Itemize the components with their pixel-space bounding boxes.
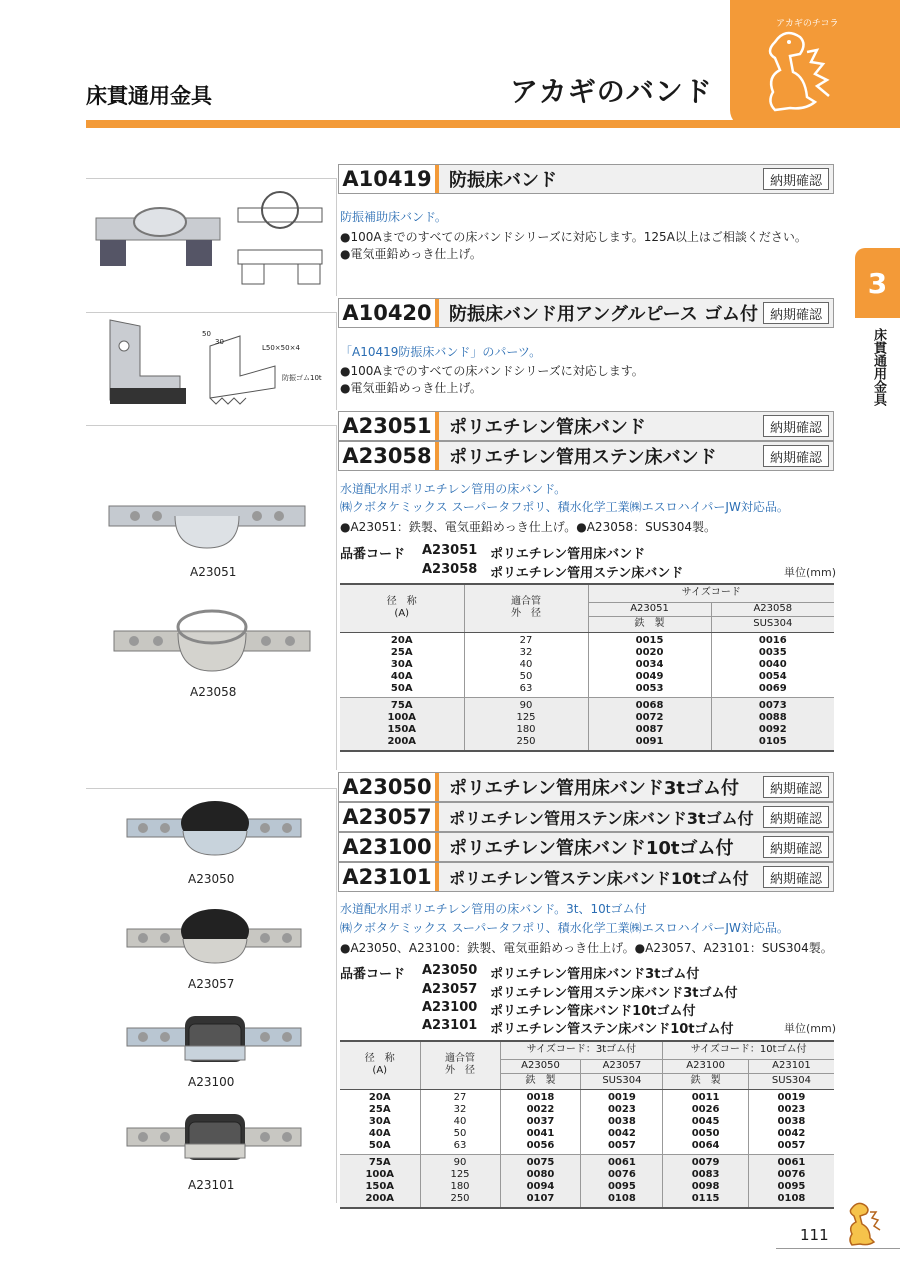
table-cell: 0049 bbox=[588, 671, 711, 683]
table-cell: 0040 bbox=[758, 658, 787, 670]
table-cell: 0107 bbox=[500, 1193, 581, 1208]
table-cell: 0088 bbox=[758, 711, 787, 723]
title-A23050 bbox=[338, 772, 834, 802]
table-cell: 30A bbox=[340, 1116, 420, 1128]
s4-desc-1: 水道配水用ポリエチレン管用の床バンド。3t、10tゴム付 bbox=[340, 902, 647, 916]
table-cell: 0069 bbox=[711, 683, 834, 698]
table-cell: 75A bbox=[340, 1154, 420, 1169]
table-cell: 0056 bbox=[500, 1140, 581, 1155]
table-cell: 0061 bbox=[777, 1156, 806, 1168]
table-row bbox=[340, 1193, 834, 1208]
table-row bbox=[340, 1128, 834, 1140]
delivery-badge: 納期確認 bbox=[763, 776, 829, 798]
table-row bbox=[340, 712, 834, 724]
s3-code-label: 品番コード bbox=[340, 547, 406, 562]
s2-desc: 「A10419防振床バンド」のパーツ。 bbox=[340, 345, 542, 359]
title-A23100 bbox=[338, 832, 834, 862]
table-cell: 0094 bbox=[500, 1181, 581, 1193]
table-row bbox=[340, 632, 834, 647]
caption-A23057: A23057 bbox=[188, 977, 235, 991]
product-code: A23051 bbox=[339, 412, 439, 440]
delivery-badge: 納期確認 bbox=[763, 302, 829, 324]
s1-bullet-2: ●電気亜鉛めっき仕上げ。 bbox=[340, 247, 482, 261]
product-name: ポリエチレン管床バンド bbox=[449, 417, 646, 438]
s2-bullet-1: ●100Aまでのすべての床バンドシリーズに対応します。 bbox=[340, 364, 644, 378]
product-name: 防振床バンド bbox=[449, 170, 557, 191]
s2-bullet-2: ●電気亜鉛めっき仕上げ。 bbox=[340, 381, 482, 395]
spec-table-A23050: 径 称 (A) 適合管 外 径 サイズコード：3tゴム付 サイズコード：10tゴム付 A23050 A23057 A23100 A23101 鉄 製 SUS304 鉄 製 SUS304 20A 27 0018 0019 0011 0019 25A 32 0022 0023 0026 0023 30A 40 0037 0038 0045 0038 40A 50 0041 0042 0050 0042 50A 63 0056 0057 0064 0057 75A 90 0075 0061 0079 0061 100A 125 0080 0076 0083 0076 150A 180 0094 0095 0098 0095 200A 250 0107 0108 0115 0108 bbox=[340, 1040, 834, 1209]
product-image-A23050 bbox=[125, 795, 305, 861]
table-cell: 100A bbox=[340, 1169, 420, 1181]
table-cell: 32 bbox=[464, 647, 588, 659]
caption-A23050: A23050 bbox=[188, 872, 235, 886]
page-number: 111 bbox=[800, 1226, 829, 1244]
table-cell: 40 bbox=[420, 1116, 500, 1128]
product-code: A10420 bbox=[339, 299, 439, 327]
table-cell: 27 bbox=[420, 1089, 500, 1104]
product-name: ポリエチレン管床バンド10tゴム付 bbox=[449, 838, 734, 859]
table-cell: 25A bbox=[340, 1104, 420, 1116]
table-cell: 40A bbox=[340, 671, 464, 683]
product-image-A10420 bbox=[100, 316, 335, 408]
product-code: A23050 bbox=[339, 773, 439, 801]
title-A23057 bbox=[338, 802, 834, 832]
mascot-caption: アカギのチコラ bbox=[776, 19, 839, 29]
table-cell: 0023 bbox=[581, 1104, 663, 1116]
s3-code-2: A23058 bbox=[422, 562, 478, 577]
s3-name-1: ポリエチレン管用床バンド bbox=[490, 547, 646, 562]
product-name: ポリエチレン管用床バンド3tゴム付 bbox=[449, 778, 739, 799]
table-cell: 50A bbox=[340, 683, 464, 698]
s4-desc-3: ●A23050、A23100：鉄製、電気亜鉛めっき仕上げ。●A23057、A23101：SUS304製。 bbox=[340, 941, 833, 955]
table-cell: 0105 bbox=[711, 736, 834, 751]
table-row bbox=[340, 671, 834, 683]
s4-code-label: 品番コード bbox=[340, 967, 406, 982]
product-image-A23101 bbox=[125, 1110, 305, 1166]
product-image-A10419 bbox=[90, 190, 330, 295]
table-cell: 63 bbox=[420, 1140, 500, 1155]
chapter-label: 床貫通用金具 bbox=[871, 328, 886, 406]
s4-code-1: A23050 bbox=[422, 963, 478, 978]
table-cell: 0026 bbox=[663, 1104, 749, 1116]
table-cell: 0054 bbox=[758, 670, 787, 682]
table-cell: 0095 bbox=[777, 1180, 806, 1192]
product-name: 防振床バンド用アングルピース ゴム付 bbox=[449, 304, 759, 325]
table-row bbox=[340, 647, 834, 659]
title-A23101 bbox=[338, 862, 834, 892]
table-row bbox=[340, 683, 834, 698]
s4-name-4: ポリエチレン管ステン床バンド10tゴム付 bbox=[490, 1022, 734, 1037]
table-cell: 27 bbox=[464, 632, 588, 647]
table-cell: 50 bbox=[464, 671, 588, 683]
table-cell: 75A bbox=[340, 697, 464, 712]
table-cell: 0076 bbox=[581, 1169, 663, 1181]
s3-desc-2: ㈱クボタケミックス スーパータフポリ、積水化学工業㈱エスロハイパーJW対応品。 bbox=[340, 500, 789, 514]
delivery-badge: 納期確認 bbox=[763, 168, 829, 190]
table-cell: 0037 bbox=[500, 1116, 581, 1128]
table-cell: 90 bbox=[420, 1154, 500, 1169]
table-cell: 50 bbox=[420, 1128, 500, 1140]
table-cell: 200A bbox=[340, 1193, 420, 1208]
dim-d2: 30 bbox=[215, 338, 224, 346]
s4-desc-2: ㈱クボタケミックス スーパータフポリ、積水化学工業㈱エスロハイパーJW対応品。 bbox=[340, 921, 789, 935]
delivery-badge: 納期確認 bbox=[763, 445, 829, 467]
product-name: ポリエチレン管用ステン床バンド bbox=[449, 447, 717, 468]
table-cell: 0098 bbox=[663, 1181, 749, 1193]
s1-bullet-1: ●100Aまでのすべての床バンドシリーズに対応します。125A以上はご相談ください。 bbox=[340, 230, 807, 244]
s3-unit: 単位(mm) bbox=[784, 566, 837, 579]
title-A10420 bbox=[338, 298, 834, 328]
table-cell: 30A bbox=[340, 659, 464, 671]
table-cell: 0041 bbox=[500, 1128, 581, 1140]
table-row bbox=[340, 724, 834, 736]
table-row bbox=[340, 736, 834, 751]
chapter-tab: 3 bbox=[855, 248, 900, 318]
product-image-A23058 bbox=[110, 605, 315, 675]
table-cell: 0053 bbox=[588, 683, 711, 698]
s4-name-3: ポリエチレン管床バンド10tゴム付 bbox=[490, 1004, 696, 1019]
delivery-badge: 納期確認 bbox=[763, 415, 829, 437]
table-cell: 0038 bbox=[777, 1115, 806, 1127]
table-cell: 0072 bbox=[588, 712, 711, 724]
product-name: ポリエチレン管ステン床バンド10tゴム付 bbox=[449, 868, 749, 888]
caption-A23100: A23100 bbox=[188, 1075, 235, 1089]
table-cell: 0038 bbox=[581, 1116, 663, 1128]
product-code: A23058 bbox=[339, 442, 439, 470]
table-cell: 125 bbox=[420, 1169, 500, 1181]
delivery-badge: 納期確認 bbox=[763, 806, 829, 828]
table-cell: 0011 bbox=[663, 1089, 749, 1104]
table-cell: 0042 bbox=[581, 1128, 663, 1140]
title-A23058 bbox=[338, 441, 834, 471]
title-A23051 bbox=[338, 411, 834, 441]
table-cell: 0087 bbox=[588, 724, 711, 736]
table-cell: 250 bbox=[420, 1193, 500, 1208]
table-cell: 0115 bbox=[663, 1193, 749, 1208]
s4-code-2: A23057 bbox=[422, 982, 478, 997]
table-row bbox=[340, 1104, 834, 1116]
spec-table-A23051: 径 称 (A) 適合管 外 径 サイズコード A23051 A23058 鉄 製 SUS304 20A 27 0015 0016 25A 32 0020 0035 30A 40 0034 0040 40A 50 0049 0054 50A 63 0053 0069 75A 90 0068 0073 100A 125 0072 0088 150A 180 0087 0092 200A 250 0091 0105 bbox=[340, 583, 834, 752]
s4-name-2: ポリエチレン管用ステン床バンド3tゴム付 bbox=[490, 986, 738, 1001]
header-rule bbox=[86, 120, 900, 128]
table-cell: 0042 bbox=[777, 1127, 806, 1139]
page-category: 床貫通用金具 bbox=[86, 84, 212, 108]
table-cell: 63 bbox=[464, 683, 588, 698]
table-cell: 0050 bbox=[663, 1128, 749, 1140]
table-row bbox=[340, 1169, 834, 1181]
table-cell: 200A bbox=[340, 736, 464, 751]
table-cell: 20A bbox=[340, 1089, 420, 1104]
caption-A23058: A23058 bbox=[190, 685, 237, 699]
table-cell: 125 bbox=[464, 712, 588, 724]
table-cell: 0018 bbox=[500, 1089, 581, 1104]
table-cell: 0095 bbox=[581, 1181, 663, 1193]
table-cell: 0080 bbox=[500, 1169, 581, 1181]
table-cell: 0019 bbox=[777, 1091, 806, 1103]
product-code: A10419 bbox=[339, 165, 439, 193]
s3-name-2: ポリエチレン管用ステン床バンド bbox=[490, 566, 684, 581]
table-row bbox=[340, 1181, 834, 1193]
table-cell: 90 bbox=[464, 697, 588, 712]
caption-A23051: A23051 bbox=[190, 565, 237, 579]
s4-code-4: A23101 bbox=[422, 1018, 478, 1033]
table-cell: 0022 bbox=[500, 1104, 581, 1116]
s3-code-1: A23051 bbox=[422, 543, 478, 558]
caption-A23101: A23101 bbox=[188, 1178, 235, 1192]
table-cell: 50A bbox=[340, 1140, 420, 1155]
table-cell: 25A bbox=[340, 647, 464, 659]
s3-desc-3: ●A23051：鉄製、電気亜鉛めっき仕上げ。●A23058：SUS304製。 bbox=[340, 520, 717, 534]
table-cell: 0092 bbox=[758, 723, 787, 735]
s4-code-3: A23100 bbox=[422, 1000, 478, 1015]
table-cell: 0057 bbox=[748, 1140, 834, 1155]
table-cell: 0064 bbox=[663, 1140, 749, 1155]
table-row bbox=[340, 697, 834, 712]
table-row bbox=[340, 1154, 834, 1169]
table-cell: 0073 bbox=[758, 699, 787, 711]
brand-logo: アカギのバンド bbox=[510, 75, 713, 108]
table-cell: 180 bbox=[464, 724, 588, 736]
product-code: A23100 bbox=[339, 833, 439, 861]
table-cell: 0019 bbox=[581, 1089, 663, 1104]
table-cell: 0023 bbox=[777, 1103, 806, 1115]
product-code: A23101 bbox=[339, 863, 439, 891]
table-cell: 0076 bbox=[777, 1168, 806, 1180]
table-cell: 0091 bbox=[588, 736, 711, 751]
table-cell: 0034 bbox=[588, 659, 711, 671]
table-cell: 0079 bbox=[663, 1154, 749, 1169]
delivery-badge: 納期確認 bbox=[763, 836, 829, 858]
table-cell: 32 bbox=[420, 1104, 500, 1116]
table-cell: 0083 bbox=[663, 1169, 749, 1181]
product-image-A23100 bbox=[125, 1010, 305, 1068]
dim-d1: 50 bbox=[202, 330, 211, 338]
table-cell: 0016 bbox=[758, 634, 787, 646]
table-cell: 40A bbox=[340, 1128, 420, 1140]
table-cell: 0068 bbox=[588, 697, 711, 712]
table-row bbox=[340, 1089, 834, 1104]
s1-desc: 防振補助床バンド。 bbox=[340, 210, 447, 224]
s4-name-1: ポリエチレン管用床バンド3tゴム付 bbox=[490, 967, 700, 982]
s4-unit: 単位(mm) bbox=[784, 1022, 837, 1035]
table-cell: 150A bbox=[340, 1181, 420, 1193]
table-cell: 0108 bbox=[748, 1193, 834, 1208]
product-image-A23057 bbox=[125, 905, 305, 967]
delivery-badge: 納期確認 bbox=[763, 866, 829, 888]
table-cell: 250 bbox=[464, 736, 588, 751]
table-cell: 20A bbox=[340, 632, 464, 647]
product-code: A23057 bbox=[339, 803, 439, 831]
table-cell: 0035 bbox=[758, 646, 787, 658]
table-cell: 0020 bbox=[588, 647, 711, 659]
table-cell: 40 bbox=[464, 659, 588, 671]
dim-rubber: 防振ゴム10t bbox=[282, 374, 322, 382]
table-cell: 0045 bbox=[663, 1116, 749, 1128]
table-cell: 0057 bbox=[581, 1140, 663, 1155]
table-row bbox=[340, 1140, 834, 1155]
table-cell: 0061 bbox=[581, 1154, 663, 1169]
table-cell: 0075 bbox=[500, 1154, 581, 1169]
table-cell: 100A bbox=[340, 712, 464, 724]
dim-angle: L50×50×4 bbox=[262, 344, 300, 352]
table-cell: 150A bbox=[340, 724, 464, 736]
table-cell: 0015 bbox=[588, 632, 711, 647]
product-name: ポリエチレン管用ステン床バンド3tゴム付 bbox=[449, 808, 754, 828]
s3-desc-1: 水道配水用ポリエチレン管用の床バンド。 bbox=[340, 482, 567, 496]
title-A10419 bbox=[338, 164, 834, 194]
product-image-A23051 bbox=[105, 492, 310, 554]
table-cell: 180 bbox=[420, 1181, 500, 1193]
mascot-icon bbox=[745, 22, 835, 117]
mascot-small-icon bbox=[842, 1198, 882, 1248]
table-cell: 0108 bbox=[581, 1193, 663, 1208]
table-row bbox=[340, 1116, 834, 1128]
table-row bbox=[340, 659, 834, 671]
